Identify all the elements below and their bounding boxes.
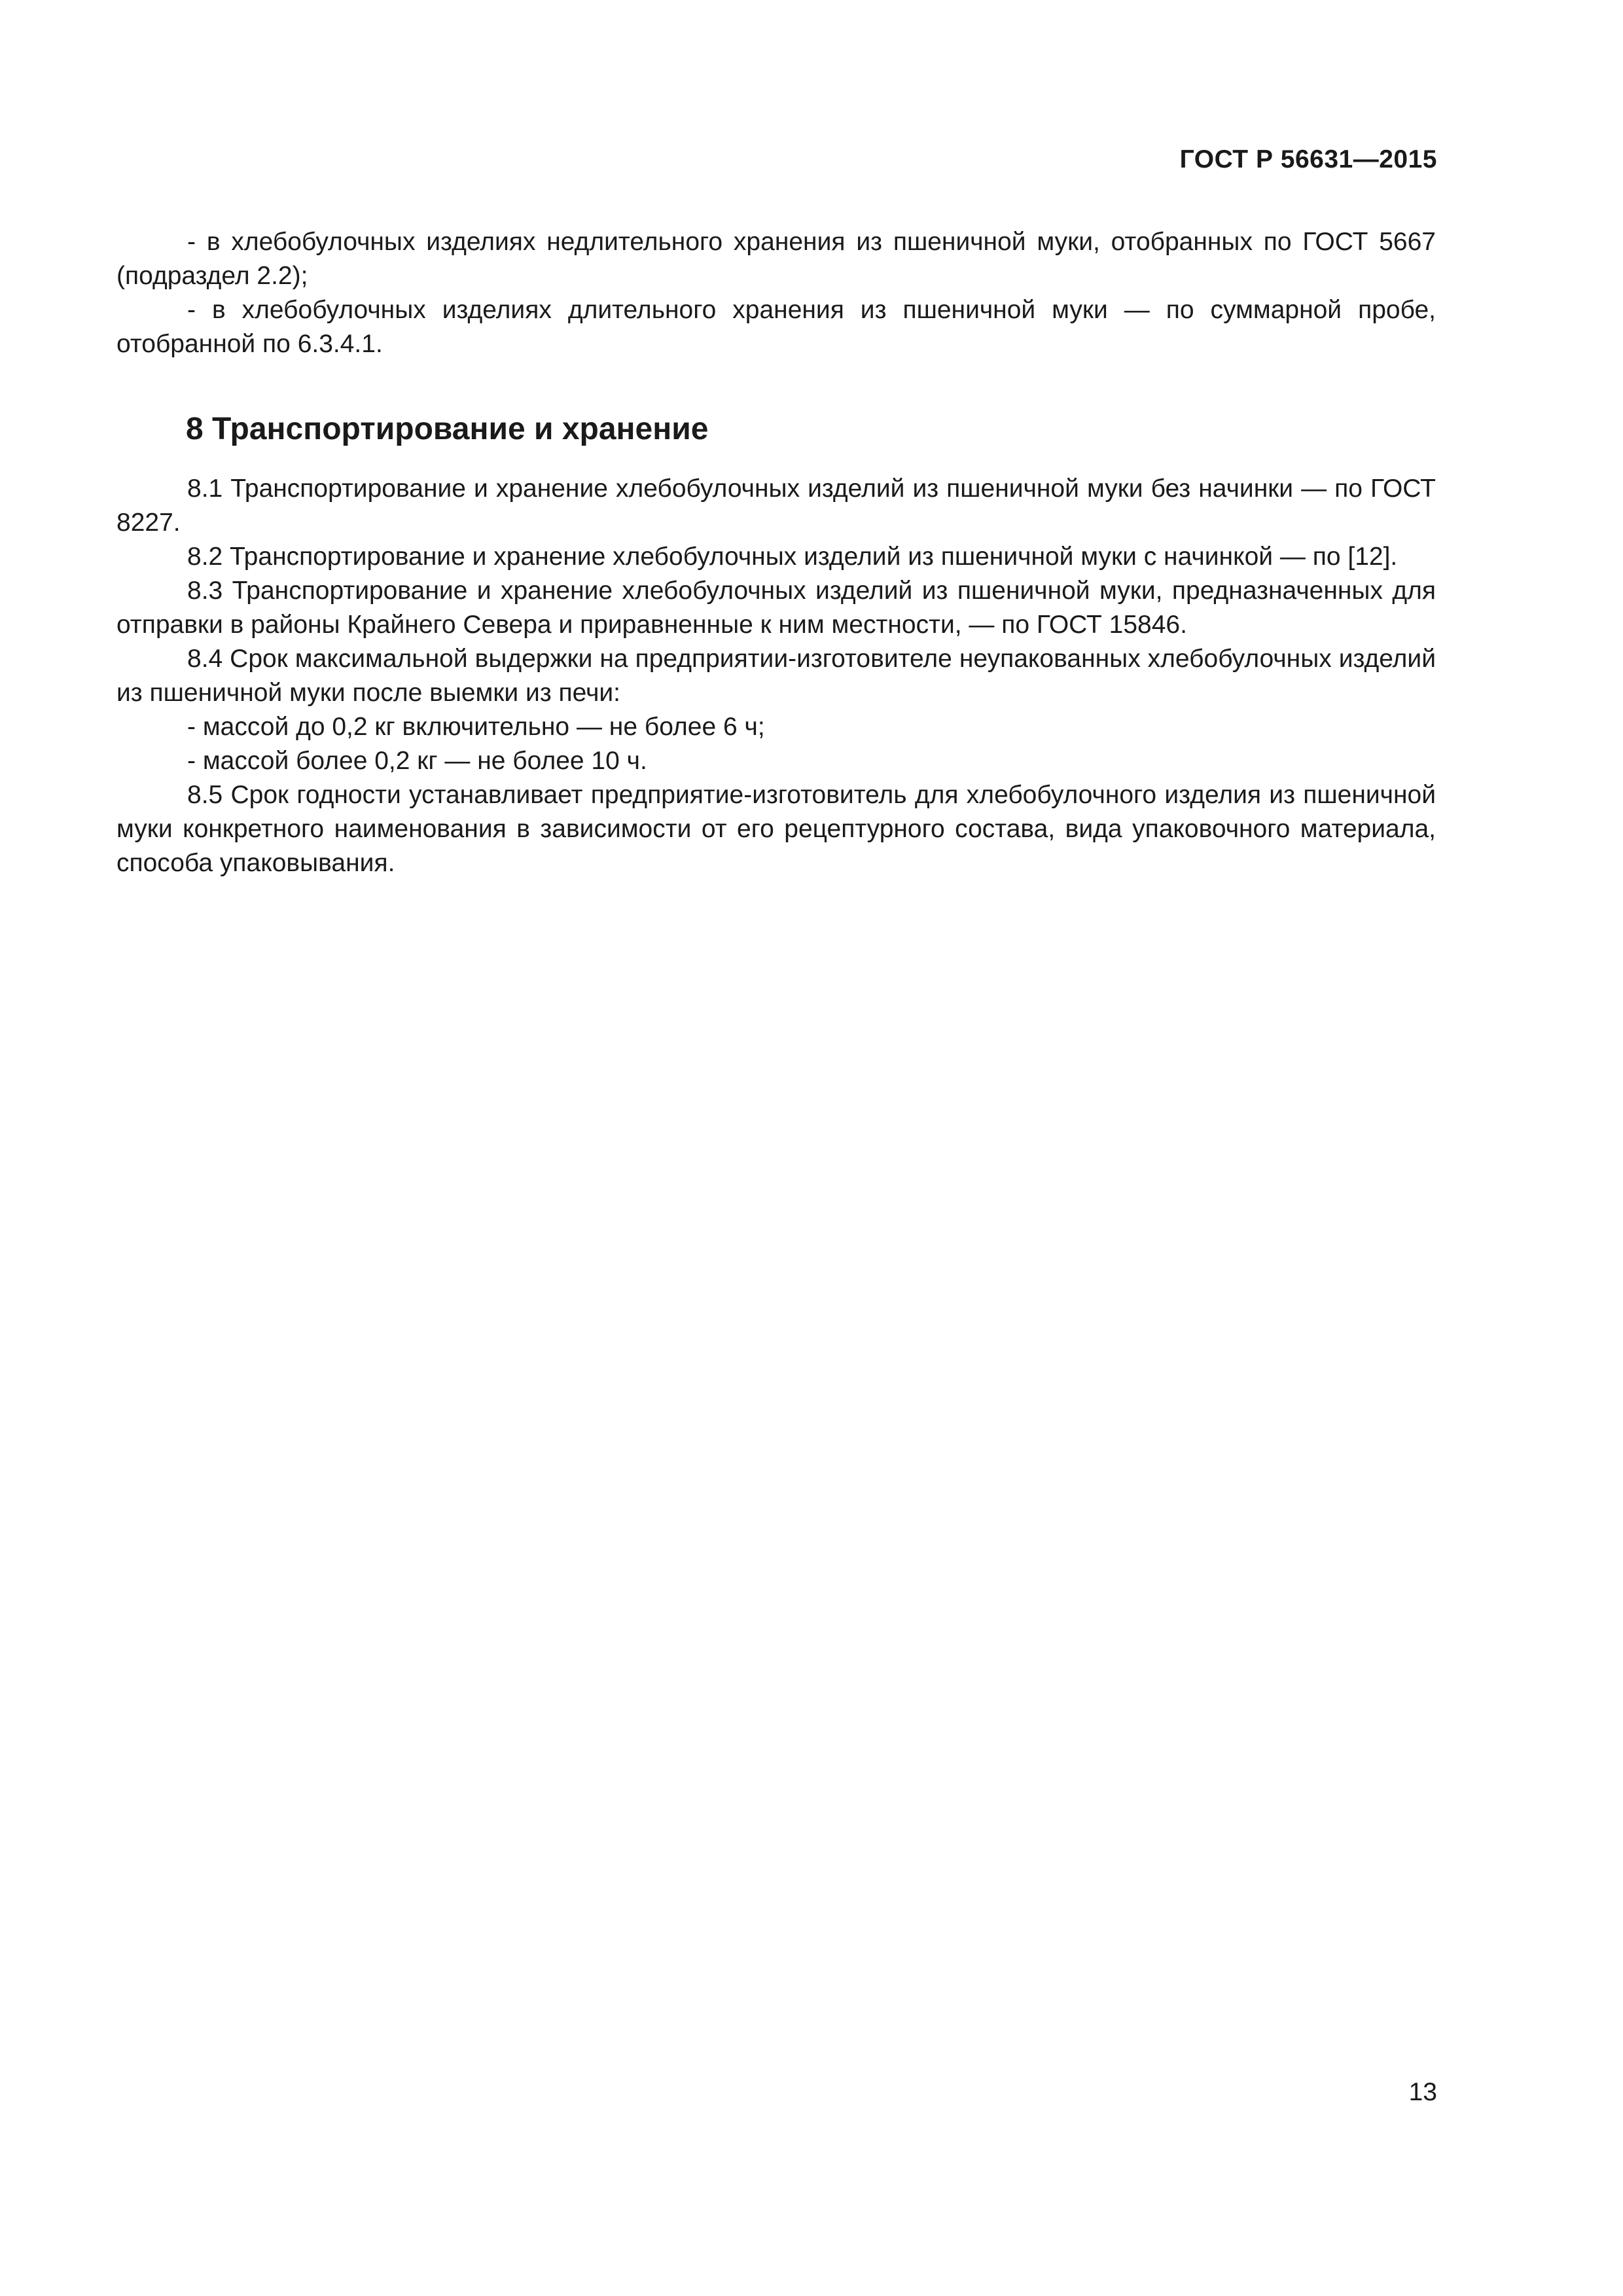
list-item: - массой более 0,2 кг — не более 10 ч. (187, 747, 647, 775)
paragraph-8-1: 8.1 Транспортирование и хранение хлебобулочных изделий из пшеничной муки без начинки — по ГОСТ 8227. (116, 475, 1436, 537)
paragraph-8-5: 8.5 Срок годности устанавливает предприятие-изготовитель для хлебобулочного изделия из пшеничной муки конкретного наименования в зависимости от его рецептурного состава, вида упаковочного материала, способа упаковывания. (116, 781, 1436, 877)
list-item: - в хлебобулочных изделиях недлительного хранения из пшеничной муки, отобранных по ГОСТ 5667 (подраздел 2.2); (116, 228, 1436, 290)
section-title: 8 Транспортирование и хранение (186, 412, 709, 446)
paragraph-8-3: 8.3 Транспортирование и хранение хлебобулочных изделий из пшеничной муки, предназначенных для отправки в районы Крайнего Севера и приравненные к ним местности, — по ГОСТ 15846. (116, 577, 1436, 639)
paragraph-8-4: 8.4 Срок максимальной выдержки на предприятии-изготовителе неупакованных хлебобулочных изделий из пшеничной муки после выемки из печи: (116, 645, 1436, 707)
page-number: 13 (1408, 2078, 1437, 2106)
list-item: - в хлебобулочных изделиях длительного хранения из пшеничной муки — по суммарной пробе, отобранной по 6.3.4.1. (116, 296, 1436, 358)
document-code-header: ГОСТ Р 56631—2015 (1179, 145, 1437, 173)
paragraph-8-2: 8.2 Транспортирование и хранение хлебобулочных изделий из пшеничной муки с начинкой — по [12]. (187, 543, 1398, 571)
list-item: - массой до 0,2 кг включительно — не более 6 ч; (187, 713, 765, 741)
page-content (116, 225, 1436, 880)
